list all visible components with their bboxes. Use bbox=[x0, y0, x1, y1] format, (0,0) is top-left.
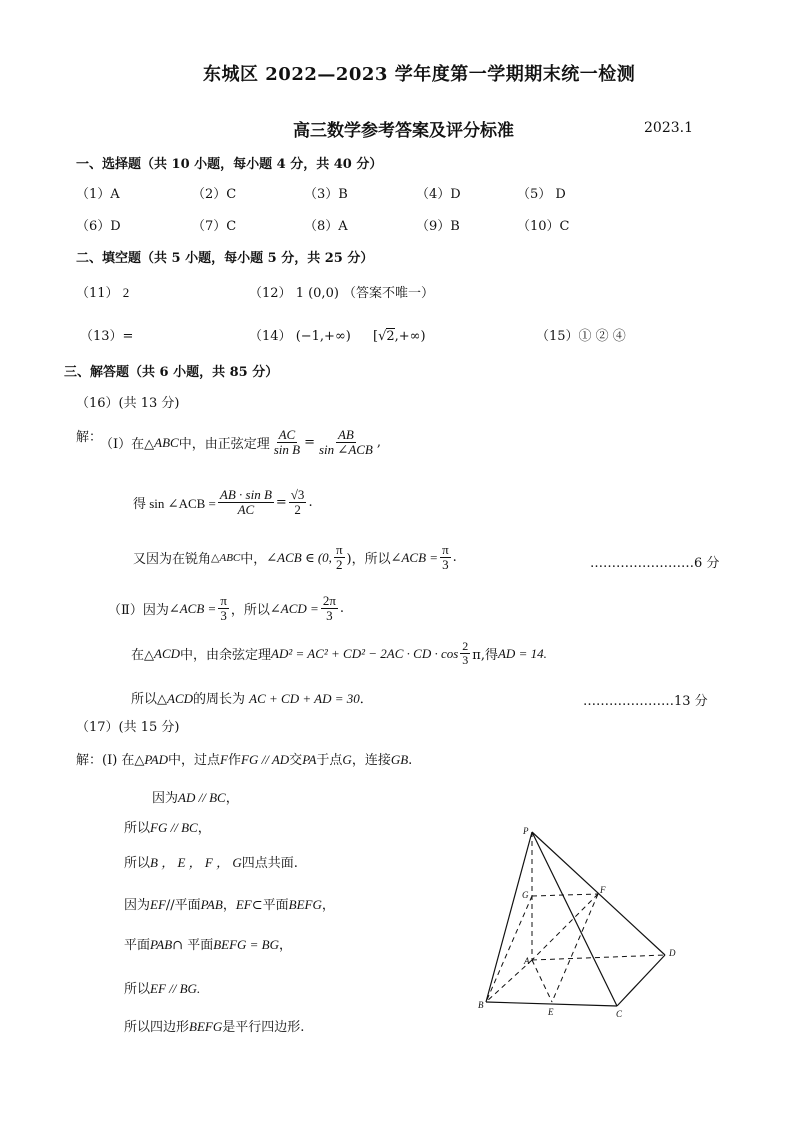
p17-l3-c: ， bbox=[197, 821, 211, 836]
frac-num: AB · sin B bbox=[219, 487, 272, 502]
p17-l1-g: 交 bbox=[289, 753, 303, 768]
p16-l6-end: ． bbox=[359, 692, 373, 707]
p17-l5-i: ， bbox=[321, 898, 335, 913]
p16-l6-tri: ACD bbox=[167, 691, 193, 706]
frac-den: AC bbox=[237, 502, 255, 518]
p17-l4-b: B ， E ， F ， G bbox=[150, 855, 242, 870]
label-d: D bbox=[669, 948, 676, 958]
p17-l6-b: PAB bbox=[150, 937, 173, 952]
frac-num: AC bbox=[278, 427, 296, 442]
p17-l1-i: 于点 bbox=[316, 753, 343, 768]
score-13: …………………13 分 bbox=[583, 694, 708, 709]
p16-l5-c: π,得 bbox=[472, 648, 498, 664]
answer-6: （6）D bbox=[76, 219, 121, 234]
fraction-2-3 bbox=[460, 640, 470, 667]
label-f: F bbox=[600, 885, 606, 895]
fraction-ab-sinb-ac bbox=[218, 488, 274, 518]
p17-l6-d: BEFG = BG bbox=[213, 937, 280, 952]
problem-17-label: （17）(共 15 分) bbox=[76, 720, 180, 735]
frac-num: 2 bbox=[462, 639, 469, 653]
p17-l5-a: 因为 bbox=[124, 898, 151, 913]
p17-l2-c: ， bbox=[225, 791, 239, 806]
p16-l1-tri: ABC bbox=[154, 434, 179, 450]
p16-l5-d: AD = 14. bbox=[497, 645, 547, 661]
p17-l5-h: BEFG bbox=[288, 897, 322, 912]
frac-den: sin B bbox=[273, 442, 301, 458]
p17-line7 bbox=[124, 978, 200, 997]
fraction-pi-2 bbox=[334, 543, 345, 573]
answer-7: （7）C bbox=[192, 219, 237, 234]
p16-l3-end: . bbox=[452, 550, 457, 566]
frac-num: AB bbox=[337, 427, 354, 442]
p16-l5-eq: AD² = AC² + CD² − 2AC · CD · cos bbox=[271, 645, 459, 661]
p16-l6-b: 的周长为 bbox=[193, 692, 246, 707]
p17-l5-g: ⊂平面 bbox=[251, 898, 289, 913]
p17-l1-k: ，连接 bbox=[351, 753, 391, 768]
p16-l3-e: ∠ACB = bbox=[390, 549, 439, 565]
frac-den: 3 bbox=[442, 557, 449, 573]
fraction-pi-3-b bbox=[218, 594, 229, 624]
p16-p2-end: . bbox=[339, 601, 345, 617]
p17-l4-a: 所以 bbox=[124, 856, 151, 871]
p17-l1-d: F bbox=[220, 752, 228, 767]
date-label: 2023.1 bbox=[644, 120, 693, 136]
p17-l5-e: ， bbox=[222, 898, 236, 913]
p17-l6-e: ， bbox=[279, 938, 293, 953]
p16-l5-tri: ACD bbox=[154, 645, 180, 661]
p16-l2-end: . bbox=[308, 495, 313, 511]
frac-den: 2 bbox=[294, 502, 301, 518]
p17-l1-h: PA bbox=[302, 752, 317, 767]
p17-l8-c: 是平行四边形. bbox=[222, 1020, 305, 1035]
answer-8: （8）A bbox=[304, 219, 348, 234]
p17-l2-b: AD // BC bbox=[178, 790, 226, 805]
answer-5: （5） D bbox=[517, 187, 566, 202]
section-choice-heading: 一、选择题（共 10 小题，每小题 4 分，共 40 分） bbox=[76, 157, 383, 172]
p16-l3-d: )，所以 bbox=[346, 552, 391, 568]
frac-den: 3 bbox=[220, 608, 227, 624]
q14-answer-b bbox=[373, 329, 426, 344]
p16-l2-eq: = bbox=[275, 495, 287, 511]
answer-10: （10）C bbox=[517, 219, 570, 234]
p17-line3 bbox=[124, 817, 211, 836]
p16-l3-b: 中， bbox=[240, 552, 267, 568]
p16-l3-a: 又因为在锐角 bbox=[133, 552, 212, 568]
p17-l8-b: BEFG bbox=[189, 1019, 223, 1034]
answer-4: （4）D bbox=[416, 187, 461, 202]
p17-l7-b: EF // BG. bbox=[150, 981, 201, 996]
fraction-sqrt3-2 bbox=[289, 488, 307, 518]
edge-ab bbox=[486, 960, 532, 1002]
answer-2: （2）C bbox=[192, 187, 237, 202]
segment-gf bbox=[532, 894, 598, 896]
p16-p2-c: ，所以 bbox=[230, 603, 270, 619]
question-13-label: （13）= bbox=[80, 329, 134, 344]
p16-part2-line2 bbox=[131, 640, 547, 667]
segment-gb bbox=[486, 896, 532, 1002]
section-solve-heading: 三、解答题（共 6 小题，共 85 分） bbox=[64, 365, 279, 380]
p16-l5-a: 在△ bbox=[131, 648, 154, 664]
p17-l2-a: 因为 bbox=[152, 791, 179, 806]
p17-l7-a: 所以 bbox=[124, 982, 151, 997]
p17-l5-c: //平面 bbox=[165, 898, 201, 913]
frac-num: π bbox=[220, 593, 227, 608]
p17-l1-m: . bbox=[408, 753, 413, 768]
p16-l2-pre: 得 sin ∠ACB = bbox=[133, 496, 216, 512]
p17-l1-a: 解：(I) 在△ bbox=[76, 753, 145, 768]
q11-answer: 2 bbox=[122, 285, 130, 300]
q12-answer: 1 (0,0) （答案不唯一） bbox=[295, 286, 435, 301]
edge-pd bbox=[532, 832, 665, 955]
frac-den: 2 bbox=[335, 557, 343, 573]
p17-line4 bbox=[124, 852, 298, 871]
edge-pb bbox=[486, 832, 532, 1002]
p17-l6-a: 平面 bbox=[124, 938, 151, 953]
page-title: 东城区 2022—2023 学年度第一学期期末统一检测 bbox=[203, 64, 636, 85]
fraction-ac-sinb bbox=[272, 428, 302, 458]
frac-den: sin ∠ACB bbox=[319, 442, 373, 458]
p17-l1-f: FG // AD bbox=[241, 752, 290, 767]
edge-ad bbox=[532, 955, 665, 960]
frac-num: π bbox=[335, 542, 343, 557]
p16-l6-c: AC + CD + AD = 30 bbox=[249, 691, 360, 706]
p17-l8-a: 所以四边形 bbox=[124, 1020, 190, 1035]
p17-l3-a: 所以 bbox=[124, 821, 151, 836]
p16-l3-tri: △ABC bbox=[211, 552, 241, 565]
edge-cd bbox=[617, 955, 665, 1006]
edge-bc bbox=[486, 1002, 617, 1006]
q11-number: （11） bbox=[76, 286, 119, 301]
p16-part2-line3 bbox=[131, 688, 373, 707]
p17-line5 bbox=[124, 894, 335, 913]
p17-line1 bbox=[76, 749, 412, 768]
frac-den: 3 bbox=[326, 608, 333, 624]
problem-16-label: （16）(共 13 分) bbox=[76, 396, 180, 411]
answer-1: （1）A bbox=[76, 187, 120, 202]
segment-ae bbox=[532, 960, 552, 1002]
p17-l5-d: PAB bbox=[200, 897, 223, 912]
p17-l6-c: ∩ 平面 bbox=[172, 938, 214, 953]
q12-number: （12） bbox=[249, 286, 292, 301]
p17-l4-c: 四点共面. bbox=[241, 856, 298, 871]
frac-num: 2π bbox=[322, 593, 336, 608]
label-a: A bbox=[524, 956, 530, 966]
page-subtitle: 高三数学参考答案及评分标准 bbox=[293, 121, 514, 141]
fraction-ab-sinacb bbox=[317, 428, 375, 458]
label-b: B bbox=[478, 1000, 484, 1010]
section-fill-heading: 二、填空题（共 5 小题，每小题 5 分，共 25 分） bbox=[76, 251, 374, 266]
fraction-2pi-3 bbox=[321, 594, 338, 624]
p17-l1-c: 中，过点 bbox=[168, 753, 221, 768]
p16-l1-end: , bbox=[376, 435, 382, 451]
answer-3: （3）B bbox=[304, 187, 348, 202]
p17-line8 bbox=[124, 1016, 304, 1035]
p17-l5-f: EF bbox=[235, 897, 252, 912]
q14-answer-a: (−1,+∞) bbox=[295, 329, 351, 344]
question-15-label: （15）① ② ④ bbox=[536, 329, 626, 344]
sqrt-symbol: √ bbox=[378, 329, 387, 344]
p16-p2-d: ∠ACD = bbox=[269, 600, 319, 616]
p16-part2-line1 bbox=[108, 594, 344, 624]
p17-l1-e: 作 bbox=[228, 753, 242, 768]
frac-num: √3 bbox=[290, 487, 305, 502]
p17-l1-j: G bbox=[342, 752, 352, 767]
p17-l1-l: GB bbox=[390, 752, 409, 767]
label-g: G bbox=[522, 890, 529, 900]
question-11-label bbox=[76, 282, 129, 301]
q14-b-right: ,+∞) bbox=[394, 329, 426, 344]
edge-pc bbox=[532, 832, 617, 1006]
p16-l1-intro: （Ⅰ）在△ bbox=[100, 437, 155, 453]
p16-l3-c: ∠ACB ∈ (0, bbox=[266, 549, 332, 565]
label-p: P bbox=[523, 826, 529, 836]
segment-fa bbox=[532, 894, 598, 960]
q14-b-left: [ bbox=[373, 329, 379, 344]
q14-b-root: 2 bbox=[386, 329, 395, 344]
p17-l5-b: EF bbox=[150, 897, 166, 912]
fraction-pi-3 bbox=[440, 543, 451, 573]
frac-den: 3 bbox=[462, 653, 469, 668]
frac-num: π bbox=[442, 542, 449, 557]
p17-l1-b: PAD bbox=[144, 752, 169, 767]
segment-fe bbox=[552, 894, 598, 1002]
pyramid-figure bbox=[470, 820, 690, 1025]
p16-p2-b: ∠ACB = bbox=[168, 600, 217, 616]
question-12-label bbox=[249, 282, 434, 301]
p16-part1-line2 bbox=[133, 488, 313, 518]
p16-part1-line3 bbox=[133, 543, 457, 573]
p17-l3-b: FG // BC bbox=[150, 820, 198, 835]
p17-line6 bbox=[124, 934, 292, 953]
score-6: ……………………6 分 bbox=[590, 556, 720, 571]
answer-9: （9）B bbox=[416, 219, 460, 234]
label-c: C bbox=[616, 1009, 623, 1019]
label-e: E bbox=[548, 1007, 554, 1017]
q14-number: （14） bbox=[249, 329, 292, 344]
p17-line2 bbox=[152, 787, 239, 806]
p16-l5-b: 中，由余弦定理 bbox=[180, 648, 272, 664]
p16-part1-line1: （Ⅰ）在△ ABC 中，由正弦定理 $\frac{AC}{\text{sin B}}$ = $\frac{AB}{\text{sin ∠ACB}}$ , bbox=[100, 427, 382, 458]
p16-p2-a: （Ⅱ）因为 bbox=[108, 603, 169, 619]
p16-l1-mid: 中，由正弦定理 bbox=[178, 437, 270, 453]
p16-l6-a: 所以△ bbox=[131, 692, 167, 707]
solution-label-16: 解： bbox=[76, 430, 103, 445]
question-14-label bbox=[249, 325, 426, 344]
